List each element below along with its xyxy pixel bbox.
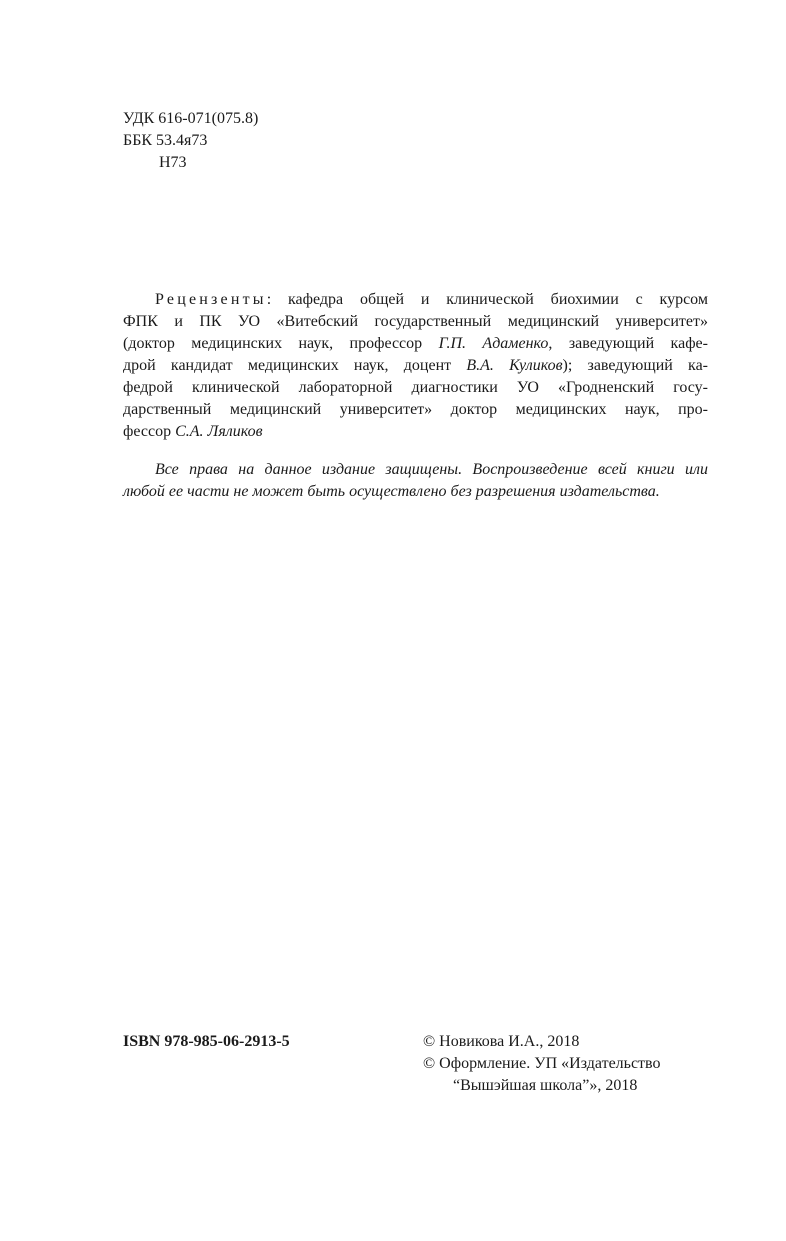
udc-code: УДК 616-071(075.8) <box>123 110 259 127</box>
copyright-block <box>423 1031 660 1097</box>
bbk-code: ББК 53.4я73 <box>123 132 208 149</box>
reviewers-line <box>123 333 708 355</box>
reviewers-text: ); заведующий ка- <box>562 357 708 374</box>
reviewers-line: ФПК и ПК УО «Витебский государственный медицинский университет» <box>123 313 708 330</box>
copyright-design: © Оформление. УП «Издательство <box>423 1055 661 1072</box>
reviewer-name: С.А. Ляликов <box>175 423 263 440</box>
reviewers-paragraph <box>123 289 708 443</box>
copyright-publisher: “Вышэйшая школа”», 2018 <box>453 1077 638 1094</box>
reviewers-text: , заведующий кафе- <box>548 335 708 352</box>
reviewers-text: : кафедра общей и клинической биохимии с курсом <box>266 291 708 308</box>
reviewers-line: дарственный медицинский университет» доктор медицинских наук, про- <box>123 401 708 418</box>
reviewer-name: Г.П. Адаменко <box>438 335 549 352</box>
reviewers-label: Рецензенты <box>155 291 267 308</box>
reviewers-text: дрой кандидат медицинских наук, доцент <box>123 357 467 374</box>
rights-notice <box>123 459 708 503</box>
reviewers-text: фессор <box>123 423 176 440</box>
rights-line: любой ее части не может быть осуществлено без разрешения издательства. <box>123 483 660 500</box>
reviewers-line: федрой клинической лабораторной диагностики УО «Гродненский госу- <box>123 379 708 396</box>
classification-block <box>123 108 258 174</box>
reviewers-line <box>123 421 708 443</box>
reviewers-text: (доктор медицинских наук, профессор <box>123 335 439 352</box>
author-mark: Н73 <box>159 154 187 171</box>
rights-line: Все права на данное издание защищены. Воспроизведение всей книги или <box>155 461 708 478</box>
reviewer-name: В.А. Куликов <box>466 357 563 374</box>
isbn-number: ISBN 978-985-06-2913-5 <box>123 1033 290 1050</box>
copyright-author: © Новикова И.А., 2018 <box>423 1033 580 1050</box>
reviewers-line <box>123 289 708 311</box>
reviewers-line <box>123 355 708 377</box>
